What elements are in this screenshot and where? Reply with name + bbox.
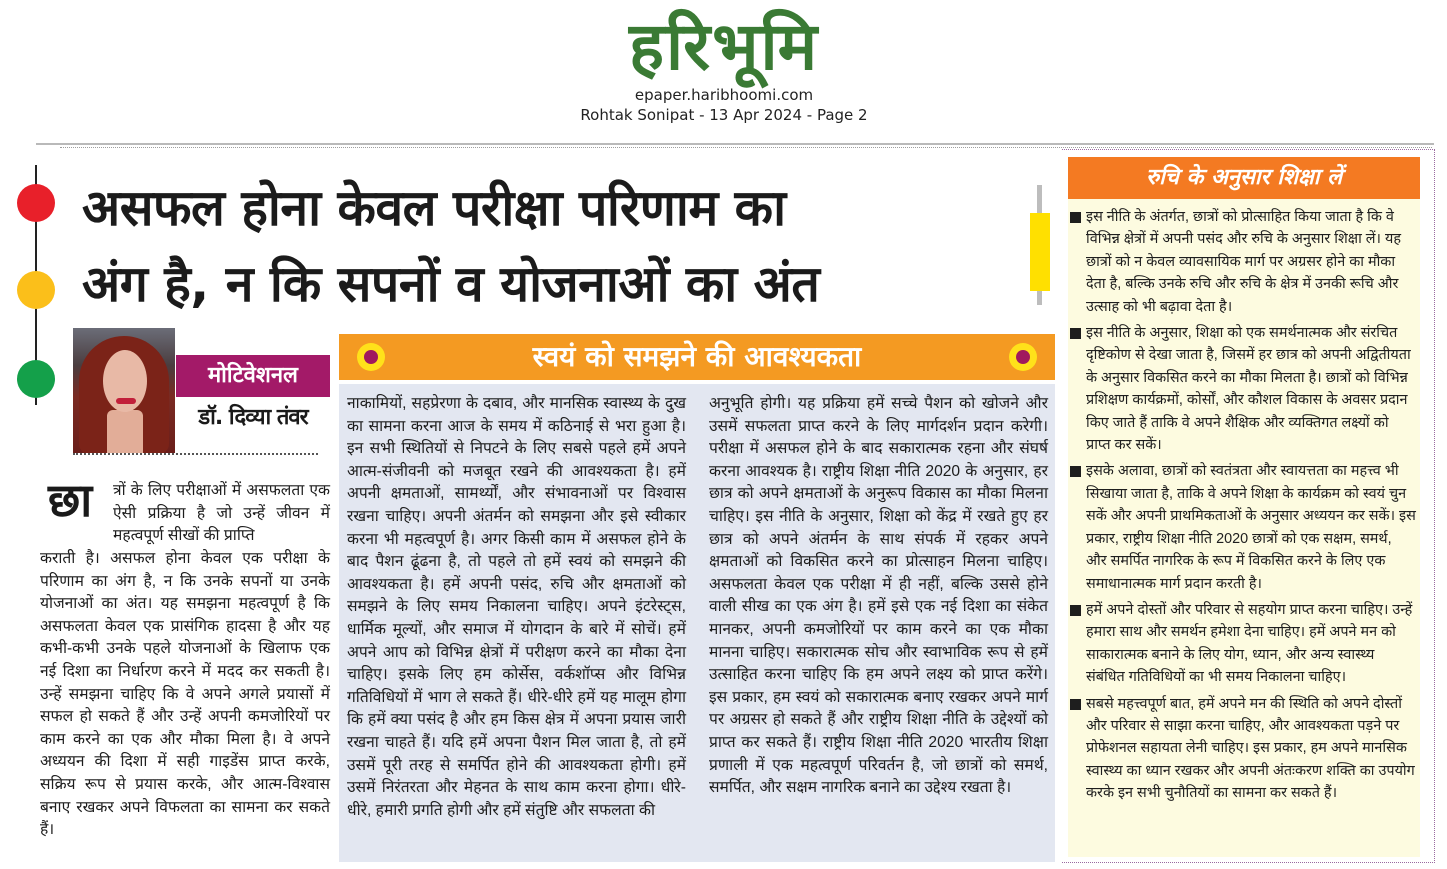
top-divider-dotted (60, 147, 1432, 148)
author-photo (73, 328, 175, 453)
sidebar-bullet-text: इस नीति के अनुसार, शिक्षा को एक समर्थनात्मक और संरचित दृष्टिकोण से देखा जाता है, जिसमें हर छात्र को अपनी अद्वितीयता के अनुसार विकसित करने का मौका मिलता है। छात्रों को विभिन्न प्रशिक्षण कार्यक्रमों, कोर्सों, और कौशल विकास के अवसर प्रदान किए जाते हैं ताकि वे अपने शैक्षिक और व्यक्तिगत लक्ष्यों को प्राप्त कर सकें। (1086, 325, 1411, 454)
center-box-header (339, 334, 1055, 380)
photo-neck (107, 410, 143, 453)
column-tag: मोटिवेशनल (176, 355, 330, 397)
circle-bullet-icon (1009, 343, 1037, 371)
sidebar-bullet-text: हमें अपने दोस्तों और परिवार से सहयोग प्राप्त करना चाहिए। उन्हें हमारा साथ और समर्थन हमेशा देना चाहिए। हमें अपने मन को साकारात्मक बनाने के लिए योग, ध्यान, और अन्य स्वास्थ्य संबंधित गतिविधियों का भी समय निकालना चाहिए। (1086, 601, 1413, 686)
sidebar-bullet-list (1070, 206, 1416, 809)
center-column-1: नाकामियों, सहप्रेरणा के दबाव, और मानसिक स्वास्थ्य के दुख का सामना करना आज के समय में कठिनाई से भरा हुआ है। इन सभी स्थितियों से निपटने के लिए सबसे पहले हमें अपने आत्म-संजीवनी को मजबूत रखने की आवश्यकता है। हमें अपनी क्षमताओं, सामर्थ्यों, और संभावनाओं पर विश्वास रखना चाहिए। अपनी अंतर्मन को समझना और इसे स्वीकार करना भी महत्वपूर्ण है। अगर किसी काम में असफल होने के बाद पैशन ढूंढना है, तो पहले तो हमें स्वयं को समझने की आवश्यकता है। हमें अपनी पसंद, रुचि और क्षमताओं को समझने के लिए समय निकालना चाहिए। अपने इंटरेस्ट्स, धार्मिक मूल्यों, और समाज में योगदान के बारे में सोचें। हमें अपने आप को विभिन्न क्षेत्रों में परीक्षण करने का मौका देना चाहिए। इसके लिए हम कोर्सेस, वर्कशॉप्स और विभिन्न गतिविधियों में भाग ले सकते हैं। धीरे-धीरे हमें यह मालूम होगा कि हमें क्या पसंद है और हम किस क्षेत्र में अपना प्रयास जारी रखना चाहते हैं। यदि हमें अपना पैशन मिल जाता है, तो हमें उसमें पूरी तरह से समर्पित होने की आवश्यकता होगी। हमें उसमें निरंतरता और मेहनत के साथ काम करना होगा। धीरे-धीरे, हमारी प्रगति होगी और हमें संतुष्टि और सफलता की (347, 395, 686, 819)
center-box-title: स्वयं को समझने की आवश्यकता (532, 340, 862, 373)
sidebar-bullet-text: इसके अलावा, छात्रों को स्वतंत्रता और स्वायत्तता का महत्त्व भी सिखाया जाता है, ताकि वे अपने शिक्षा के कार्यक्रम को स्वयं चुन सकें और अपनी प्राथमिकताओं के अनुसार अध्ययन कर सकें। इस प्रकार, राष्ट्रीय शिक्षा नीति 2020 छात्रों को एक सक्षम, समर्थ, और समर्पित नागरिक के रूप में विकसित करने के लिए एक समाधानात्मक मार्ग प्रदान करती है। (1086, 463, 1416, 592)
sidebar-bullet-text: इस नीति के अंतर्गत, छात्रों को प्रोत्साहित किया जाता है कि वे विभिन्न क्षेत्रों में अपनी पसंद और रुचि के अनुसार शिक्षा लें। यह छात्रों को न केवल व्यावसायिक मार्ग पर अग्रसर होने का मौका देता है, बल्कि उनके रुचि और रुचि के क्षेत्र में उनकी रूचि और उत्साह को भी बढ़ावा देता है। (1086, 209, 1401, 315)
square-bullet-icon (1070, 605, 1081, 616)
headline-line-2: अंग है, न कि सपनों व योजनाओं का अंत (82, 255, 820, 313)
sidebar-bullet-text: सबसे महत्त्वपूर्ण बात, हमें अपने मन की स्थिति को अपने दोस्तों और परिवार से साझा करना चाहिए, और आवश्यकता पड़ने पर प्रोफेशनल सहायता लेनी चाहिए। इस प्रकार, हम अपने मानसिक स्वास्थ्य का ध्यान रखकर और अपनी अंतःकरण शक्ति का उपयोग करके इन सभी चुनौतियों का सामना कर सकते हैं। (1086, 695, 1415, 802)
sidebar-bullet (1070, 206, 1416, 318)
green-dot-icon (17, 360, 55, 398)
center-column-2: अनुभूति होगी। यह प्रक्रिया हमें सच्चे पैशन को खोजने और उसमें सफलता प्राप्त करने के लिए मार्गदर्शन प्रदान करेगी। परीक्षा में असफल होने के बाद सकारात्मक रहना और संघर्ष करना आवश्यक है। राष्ट्रीय शिक्षा नीति 2020 के अनुसार, हर छात्र को अपने क्षमताओं के अनुरूप विकास का मौका मिलना चाहिए। इस नीति के अनुसार, शिक्षा को केंद्र में रखते हुए हर छात्र को अपने अंतर्मन के साथ संपर्क में रहकर अपने क्षमताओं को विकसित करने का प्रोत्साहन मिलना चाहिए। असफलता केवल एक परीक्षा में ही नहीं, बल्कि उससे होने वाली सीख का एक अंग है। हमें इसे एक नई दिशा का संकेत मानकर, अपनी कमजोरियों पर काम करने का एक मौका मानना चाहिए। सकारात्मक सोच और स्वाभाविक रूप से हमें उत्साहित करना चाहिए कि हम अपने लक्ष्य को प्राप्त करेंगे। इस प्रकार, हम स्वयं को सकारात्मक बनाए रखकर अपने मार्ग पर अग्रसर हो सकते हैं और राष्ट्रीय शिक्षा नीति के उद्देश्यों को प्राप्त कर सकते हैं। राष्ट्रीय शिक्षा नीति 2020 भारतीय शिक्षा प्रणाली में एक महत्वपूर्ण परिवर्तन है, जो छात्रों को समर्थ, समर्पित, और सक्षम नागरिक बनाने का उद्देश्य रखता है। (709, 395, 1048, 797)
square-bullet-icon (1070, 328, 1081, 339)
square-bullet-icon (1070, 699, 1081, 710)
drop-cap: छा (48, 473, 93, 527)
sidebar-bullet (1070, 460, 1416, 594)
top-divider (36, 143, 1434, 145)
sidebar-bullet (1070, 322, 1416, 456)
left-column-body: कराती है। असफल होना केवल एक परीक्षा के परिणाम का अंग है, न कि उनके सपनों या उनके योजनाओं का अंत। यह समझना महत्वपूर्ण है कि असफलता केवल एक प्रासंगिक हादसा है और यह कभी-कभी उनके पहले योजनाओं के खिलाफ एक नई दिशा का निर्धारण करने में मदद कर सकती है। उन्हें समझना चाहिए कि वे अपने अगले प्रयासों में सफल हो सकते हैं और उन्हें अपनी कमजोरियों पर काम करने का एक और मौका मिला है। वे अपने अध्ययन की दिशा में सही गाइडेंस प्राप्त करके, सक्रिय रूप से प्रयास करके, और आत्म-विश्वास बनाए रखकर अपने विफलता का सामना कर सकते हैं। (40, 550, 330, 839)
author-name: डॉ. दिव्या तंवर (198, 405, 308, 430)
sidebar-bullet (1070, 599, 1416, 689)
red-dot-icon (17, 184, 55, 222)
circle-bullet-icon (357, 343, 385, 371)
sidebar-title: रुचि के अनुसार शिक्षा लें (1068, 157, 1420, 199)
square-bullet-icon (1070, 212, 1081, 223)
photo-lips (116, 398, 136, 404)
author-divider (73, 453, 318, 455)
edition-line: Rohtak Sonipat - 13 Apr 2024 - Page 2 (580, 106, 868, 124)
article-headline (82, 170, 1022, 322)
square-bullet-icon (1070, 466, 1081, 477)
headline-line-1: असफल होना केवल परीक्षा परिणाम का (82, 179, 786, 237)
left-column-intro: त्रों के लिए परीक्षाओं में असफलता एक ऐसी प्रक्रिया है जो उन्हें जीवन में महत्वपूर्ण सीखों की प्राप्ति (113, 482, 330, 545)
yellow-dot-icon (17, 271, 55, 309)
site-url[interactable]: epaper.haribhoomi.com (634, 86, 814, 104)
haribhoomi-logo[interactable]: हरिभूमि (628, 8, 820, 85)
headline-side-bar-highlight (1030, 213, 1050, 291)
sidebar-bullet (1070, 693, 1416, 805)
